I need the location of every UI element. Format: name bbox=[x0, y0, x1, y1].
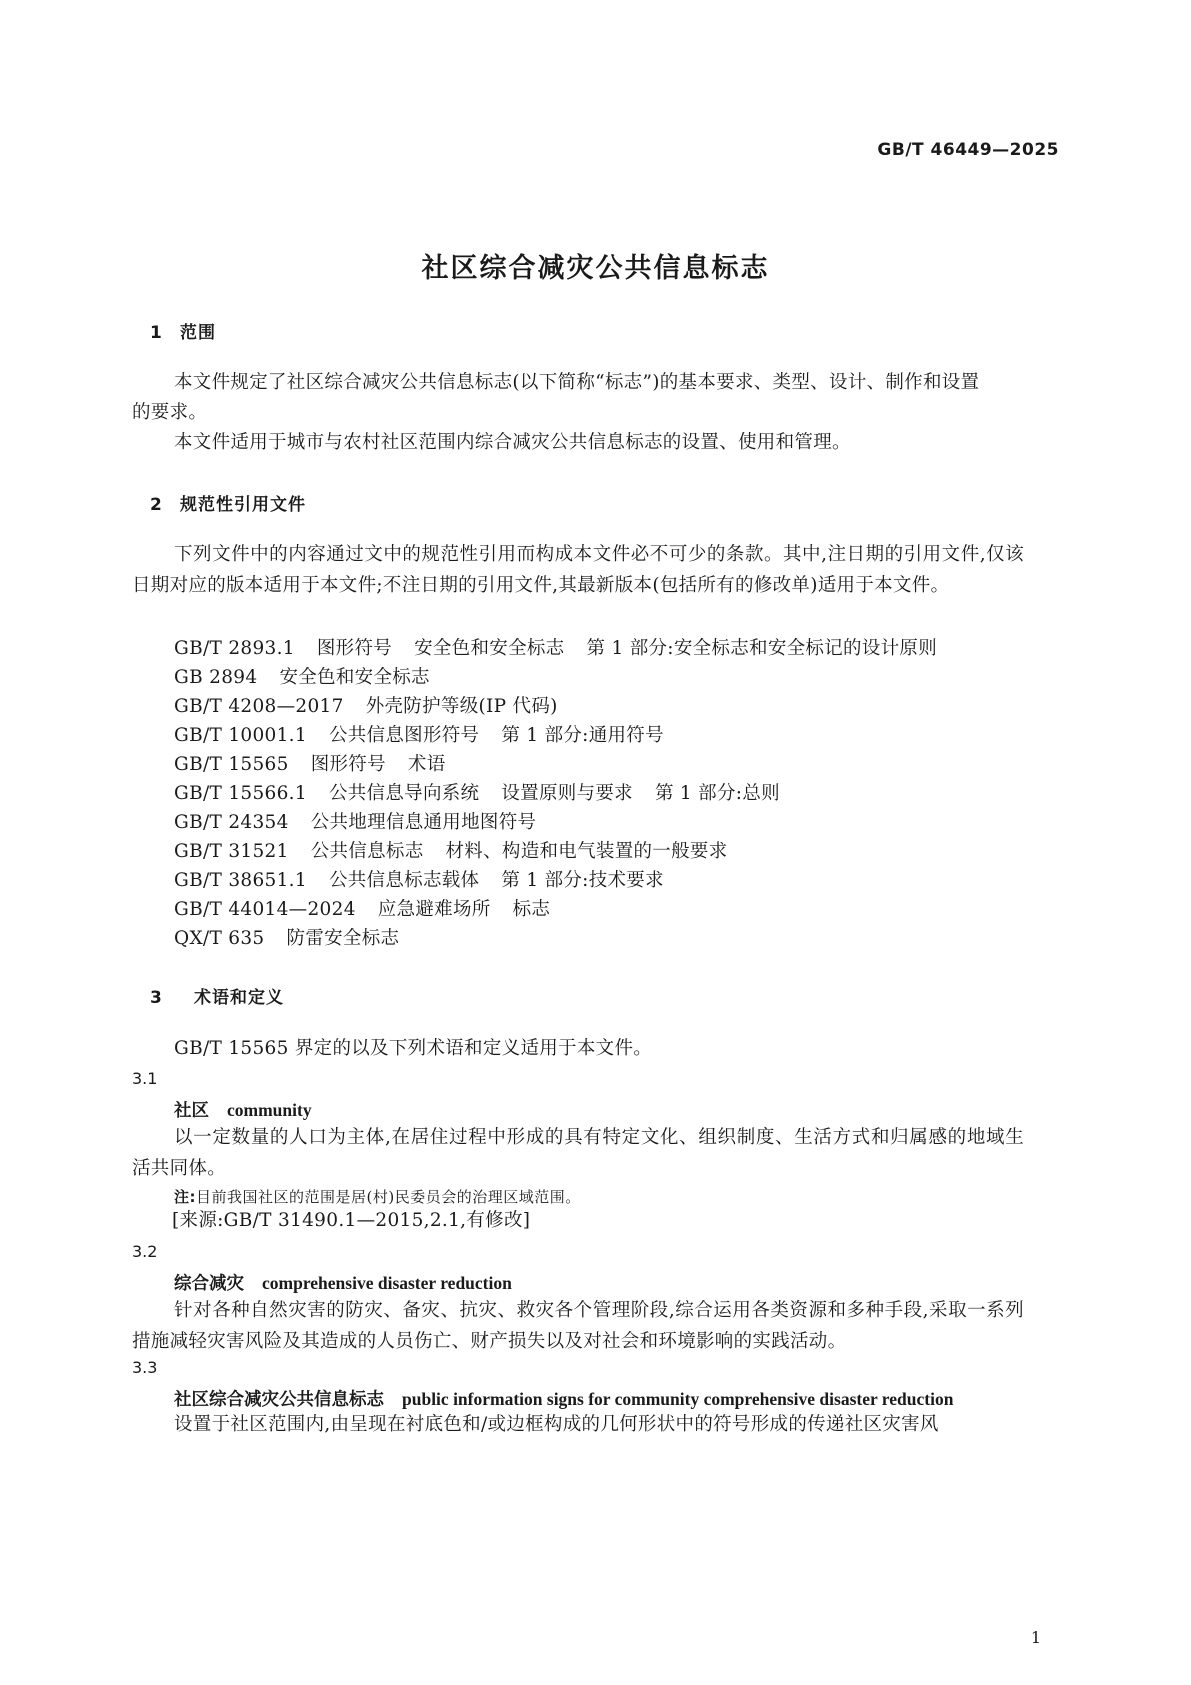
note-text: 目前我国社区的范围是居(村)民委员会的治理区域范围。 bbox=[196, 1188, 581, 1206]
term-chinese: 综合减灾 bbox=[174, 1274, 244, 1294]
reference-title: 公共信息图形符号 bbox=[328, 725, 480, 746]
section-1-heading bbox=[150, 318, 216, 343]
reference-title: 安全色和安全标志 bbox=[279, 667, 430, 688]
reference-title-part: 第 1 部分:通用符号 bbox=[501, 725, 664, 746]
reference-item bbox=[174, 895, 550, 921]
term-chinese: 社区 bbox=[174, 1101, 209, 1121]
section-3-heading bbox=[150, 983, 284, 1008]
reference-item bbox=[174, 866, 664, 892]
term-heading bbox=[174, 1386, 953, 1411]
reference-item bbox=[174, 634, 937, 660]
term-note bbox=[174, 1186, 581, 1207]
term-definition: 以一定数量的人口为主体,在居住过程中形成的具有特定文化、组织制度、生活方式和归属感的地域生活共同体。 bbox=[132, 1127, 1024, 1179]
reference-title-part: 标志 bbox=[512, 899, 551, 920]
reference-title: 应急避难场所 bbox=[377, 899, 491, 920]
reference-title-part: 第 1 部分:总则 bbox=[654, 783, 780, 804]
reference-code: GB/T 2893.1 bbox=[174, 638, 295, 659]
term-definition: 针对各种自然灾害的防灾、备灾、抗灾、救灾各个管理阶段,综合运用各类资源和多种手段,采取一系列措施减轻灾害风险及其造成的人员伤亡、财产损失以及对社会和环境影响的实践活动。 bbox=[132, 1300, 1024, 1352]
note-label: 注: bbox=[174, 1188, 196, 1206]
term-english: comprehensive disaster reduction bbox=[262, 1273, 512, 1293]
reference-title-part: 第 1 部分:安全标志和安全标记的设计原则 bbox=[586, 638, 938, 659]
reference-title: 公共信息标志 bbox=[310, 841, 424, 862]
section-number: 1 bbox=[150, 323, 163, 343]
reference-title-part: 安全色和安全标志 bbox=[414, 638, 565, 659]
section-title: 范围 bbox=[180, 323, 216, 343]
reference-code: GB/T 15565 bbox=[174, 754, 289, 775]
term-number: 3.1 bbox=[132, 1069, 158, 1088]
term-heading bbox=[174, 1097, 312, 1122]
terms-intro: GB/T 15565 界定的以及下列术语和定义适用于本文件。 bbox=[174, 1038, 653, 1059]
reference-item bbox=[174, 779, 780, 805]
reference-title-part: 材料、构造和电气装置的一般要求 bbox=[445, 841, 728, 862]
reference-title: 图形符号 bbox=[316, 638, 393, 659]
reference-code: GB 2894 bbox=[174, 667, 258, 688]
reference-item bbox=[174, 924, 399, 950]
reference-code: GB/T 4208—2017 bbox=[174, 696, 344, 717]
reference-title: 公共信息导向系统 bbox=[328, 783, 480, 804]
reference-title: 公共信息标志载体 bbox=[328, 870, 480, 891]
reference-item bbox=[174, 721, 664, 747]
reference-title: 公共地理信息通用地图符号 bbox=[310, 812, 537, 833]
page-number: 1 bbox=[1030, 1628, 1041, 1647]
scope-paragraph-line: 的要求。 bbox=[132, 402, 208, 423]
reference-title: 图形符号 bbox=[310, 754, 386, 775]
reference-code: GB/T 44014—2024 bbox=[174, 899, 356, 920]
reference-code: QX/T 635 bbox=[174, 928, 265, 949]
reference-title-part: 设置原则与要求 bbox=[501, 783, 633, 804]
reference-item bbox=[174, 808, 536, 834]
term-english: community bbox=[227, 1100, 312, 1120]
section-title: 术语和定义 bbox=[194, 988, 284, 1008]
term-chinese: 社区综合减灾公共信息标志 bbox=[174, 1390, 384, 1410]
normative-references-intro: 下列文件中的内容通过文中的规范性引用而构成本文件必不可少的条款。其中,注日期的引用文件,仅该日期对应的版本适用于本文件;不注日期的引用文件,其最新版本(包括所有的修改单)适用于本文件。 bbox=[132, 544, 1024, 596]
section-2-heading bbox=[150, 490, 306, 515]
reference-item bbox=[174, 837, 728, 863]
scope-paragraph: 本文件适用于城市与农村社区范围内综合减灾公共信息标志的设置、使用和管理。 bbox=[174, 432, 851, 453]
reference-item bbox=[174, 750, 446, 776]
reference-code: GB/T 24354 bbox=[174, 812, 289, 833]
reference-title-part: 术语 bbox=[407, 754, 446, 775]
reference-item bbox=[174, 663, 430, 689]
term-english: public information signs for community comprehensive disaster reduction bbox=[402, 1389, 954, 1409]
reference-title-part: 第 1 部分:技术要求 bbox=[501, 870, 664, 891]
section-number: 3 bbox=[150, 988, 163, 1008]
reference-title: 外壳防护等级(IP 代码) bbox=[365, 696, 558, 717]
reference-code: GB/T 15566.1 bbox=[174, 783, 307, 804]
section-number: 2 bbox=[150, 495, 163, 515]
section-title: 规范性引用文件 bbox=[180, 495, 306, 515]
reference-code: GB/T 31521 bbox=[174, 841, 289, 862]
term-number: 3.2 bbox=[132, 1242, 158, 1261]
scope-paragraph-line: 本文件规定了社区综合减灾公共信息标志(以下简称“标志”)的基本要求、类型、设计、制作和设置 bbox=[174, 372, 980, 393]
term-heading bbox=[174, 1270, 512, 1295]
standard-code: GB/T 46449—2025 bbox=[877, 140, 1059, 160]
term-definition: 设置于社区范围内,由呈现在衬底色和/或边框构成的几何形状中的符号形成的传递社区灾害风 bbox=[174, 1414, 939, 1435]
term-number: 3.3 bbox=[132, 1358, 158, 1377]
document-title: 社区综合减灾公共信息标志 bbox=[421, 253, 770, 284]
reference-code: GB/T 10001.1 bbox=[174, 725, 307, 746]
reference-item bbox=[174, 692, 558, 718]
reference-code: GB/T 38651.1 bbox=[174, 870, 307, 891]
reference-title: 防雷安全标志 bbox=[286, 928, 400, 949]
term-source: [来源:GB/T 31490.1—2015,2.1,有修改] bbox=[172, 1210, 531, 1231]
